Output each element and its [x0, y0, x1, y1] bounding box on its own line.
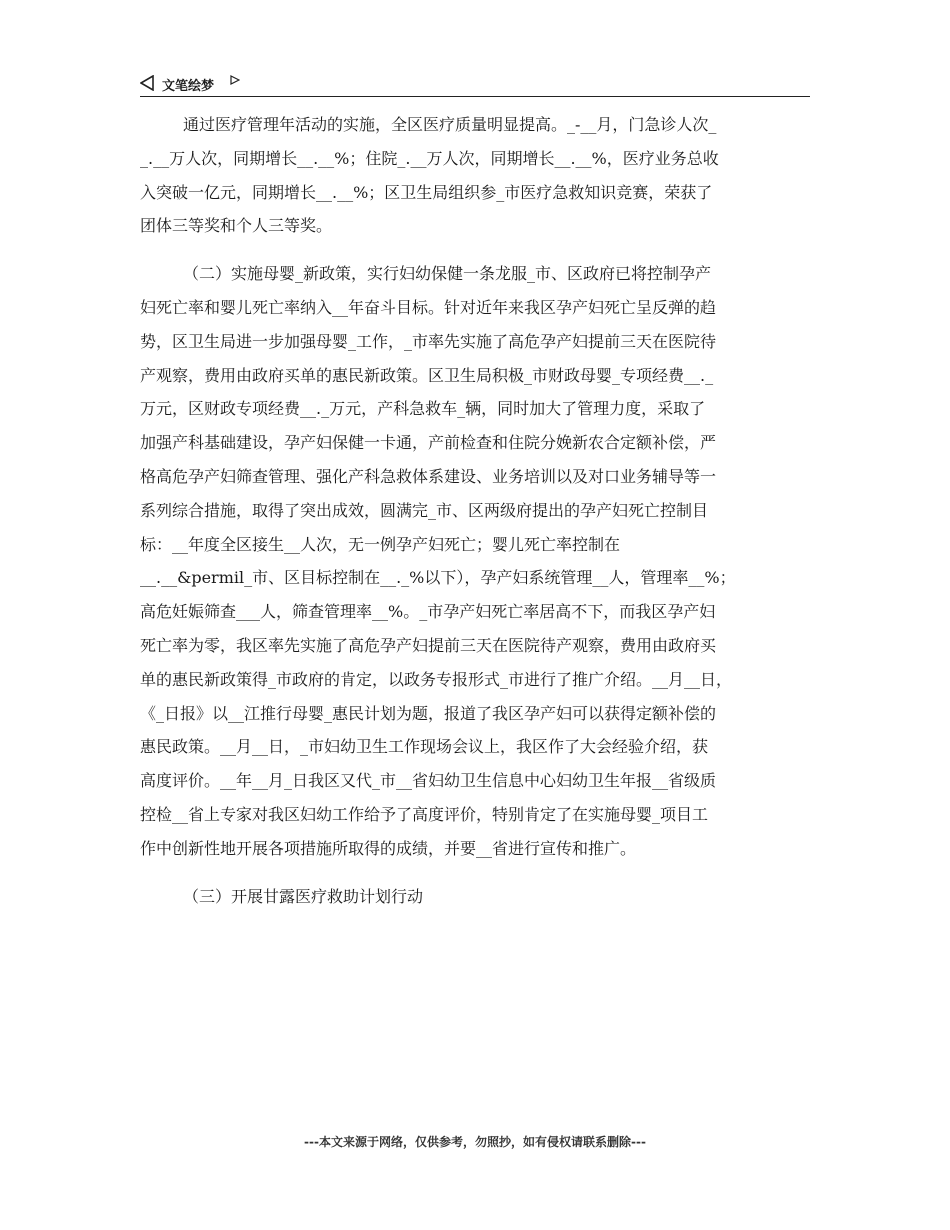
- text-line: （二）实施母婴_新政策，实行妇幼保健一条龙服_市、区政府已将控制孕产: [183, 264, 712, 284]
- text-line: 产观察，费用由政府买单的惠民新政策。区卫生局积极_市财政母婴_专项经费__._: [140, 365, 714, 385]
- text-line: 单的惠民新政策得_市政府的肯定，以政务专报形式_市进行了推广介绍。__月__日，: [140, 669, 733, 689]
- section-heading-relief-plan: [140, 880, 818, 914]
- text-line: 高度评价。__年__月_日我区又代_市__省妇幼卫生信息中心妇幼卫生年报__省级质: [140, 771, 717, 791]
- paragraph-maternal-policy: [140, 257, 818, 865]
- text-line: 控检__省上专家对我区妇幼工作给予了高度评价，特别肯定了在实施母婴_项目工: [140, 804, 709, 824]
- page-header: [140, 72, 810, 97]
- page-footer-disclaimer: ---本文来源于网络，仅供参考，勿照抄，如有侵权请联系删除---: [304, 1135, 646, 1149]
- text-line: 势，区卫生局进一步加强母婴_工作，_市率先实施了高危孕产妇提前三天在医院待: [140, 331, 717, 351]
- text-line: （三）开展甘露医疗救助计划行动: [183, 886, 424, 906]
- text-line: 系列综合措施，取得了突出成效，圆满完_市、区两级府提出的孕产妇死亡控制目: [140, 500, 709, 520]
- text-line: 通过医疗管理年活动的实施，全区医疗质量明显提高。_-__月，门急诊人次_: [183, 115, 717, 134]
- text-line: _.__万人次，同期增长__.__%；住院_.__万人次，同期增长__.__%，医疗业务总收: [140, 148, 719, 168]
- text-line: 加强产科基础建设，孕产妇保健一卡通，产前检查和住院分娩新农合定额补偿，严: [140, 433, 717, 453]
- triangle-right-icon: [230, 75, 240, 85]
- text-line: 《_日报》以__江推行母婴_惠民计划为题，报道了我区孕产妇可以获得定额补偿的: [140, 703, 717, 723]
- text-line: 团体三等奖和个人三等奖。: [140, 216, 333, 236]
- text-line: __.__&permil_市、区目标控制在__._%以下），孕产妇系统管理__人，管理率__%；: [140, 568, 736, 588]
- text-line: 妇死亡率和婴儿死亡率纳入__年奋斗目标。针对近年来我区孕产妇死亡呈反弹的趋: [140, 297, 717, 317]
- paragraph-quality-stats: [140, 108, 818, 243]
- text-line: 入突破一亿元，同期增长__.__%；区卫生局组织参_市医疗急救知识竞赛，荣获了: [140, 182, 713, 202]
- document-body: [140, 108, 818, 913]
- text-line: 死亡率为零，我区率先实施了高危孕产妇提前三天在医院待产观察，费用由政府买: [140, 635, 717, 655]
- text-line: 万元，区财政专项经费__._万元，产科急救车_辆，同时加大了管理力度，采取了: [140, 399, 706, 419]
- header-brand: 文笔绘梦: [162, 79, 215, 94]
- text-line: 格高危孕产妇筛查管理、强化产科急救体系建设、业务培训以及对口业务辅导等一: [140, 466, 717, 486]
- text-line: 惠民政策。__月__日，_市妇幼卫生工作现场会议上，我区作了大会经验介绍，获: [140, 737, 709, 757]
- text-line: 作中创新性地开展各项措施所取得的成绩，并要__省进行宣传和推广。: [140, 838, 637, 858]
- triangle-left-icon: [140, 75, 154, 91]
- text-line: 高危妊娠筛查___人，筛查管理率__%。_市孕产妇死亡率居高不下，而我区孕产妇: [140, 602, 716, 622]
- text-line: 标：__年度全区接生__人次，无一例孕产妇死亡；婴儿死亡率控制在: [140, 534, 621, 554]
